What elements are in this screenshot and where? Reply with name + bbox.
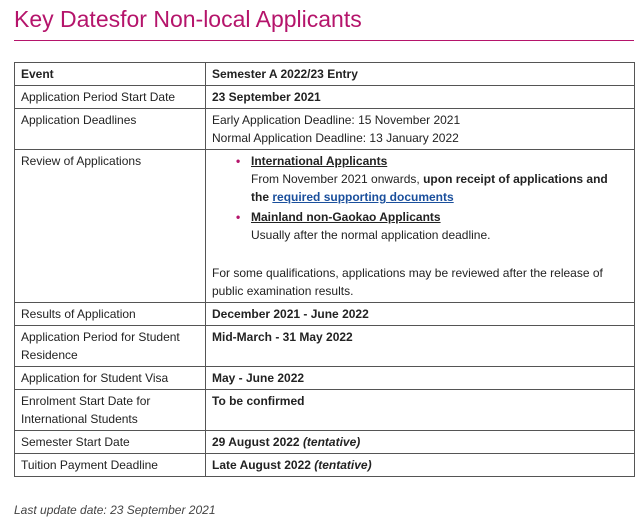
table-row — [15, 326, 635, 367]
event-cell: Application Deadlines — [15, 109, 206, 150]
title-divider — [14, 40, 634, 41]
value-cell: 23 September 2021 — [206, 86, 635, 109]
review-note: For some qualifications, applications may be reviewed after the release of public examination results. — [212, 266, 603, 298]
event-cell: Semester Start Date — [15, 431, 206, 454]
tuition-date: Late August 2022 — [212, 458, 311, 472]
semester-date: 29 August 2022 — [212, 435, 300, 449]
event-cell: Tuition Payment Deadline — [15, 454, 206, 477]
last-update-date: Last update date: 23 September 2021 — [14, 503, 216, 517]
table-header-row — [15, 63, 635, 86]
list-item — [236, 208, 628, 244]
key-dates-table — [14, 62, 635, 477]
header-entry: Semester A 2022/23 Entry — [206, 63, 635, 86]
table-row — [15, 454, 635, 477]
list-item — [236, 152, 628, 206]
table-row — [15, 303, 635, 326]
event-cell: Application for Student Visa — [15, 367, 206, 390]
tentative-tag: (tentative) — [302, 435, 361, 449]
table-row — [15, 367, 635, 390]
intl-text-plain: From November 2021 onwards, — [251, 172, 424, 186]
header-event: Event — [15, 63, 206, 86]
event-cell: Application Period Start Date — [15, 86, 206, 109]
page-title: Key Datesfor Non-local Applicants — [14, 6, 362, 32]
normal-deadline: Normal Application Deadline: 13 January 2022 — [212, 131, 459, 145]
event-cell: Review of Applications — [15, 150, 206, 303]
intl-text — [251, 170, 628, 206]
value-cell — [206, 150, 635, 303]
table-row — [15, 431, 635, 454]
intl-heading: • International Applicants — [251, 154, 388, 168]
early-deadline: Early Application Deadline: 15 November 2021 — [212, 113, 461, 127]
value-cell: December 2021 - June 2022 — [206, 303, 635, 326]
table-row — [15, 86, 635, 109]
value-cell — [206, 454, 635, 477]
tentative-tag: (tentative) — [314, 458, 372, 472]
value-cell: To be confirmed — [206, 390, 635, 431]
table-row — [15, 109, 635, 150]
value-cell: May - June 2022 — [206, 367, 635, 390]
value-cell — [206, 431, 635, 454]
required-documents-link[interactable]: required supporting documents — [272, 190, 454, 204]
event-cell: Enrolment Start Date for International Students — [15, 390, 206, 431]
mainland-heading: • Mainland non-Gaokao Applicants — [251, 210, 441, 224]
value-cell — [206, 109, 635, 150]
applicant-list — [212, 152, 628, 244]
value-cell: Mid-March - 31 May 2022 — [206, 326, 635, 367]
mainland-text: Usually after the normal application deadline. — [251, 228, 491, 242]
event-cell: Results of Application — [15, 303, 206, 326]
table-row — [15, 390, 635, 431]
event-cell: Application Period for Student Residence — [15, 326, 206, 367]
intl-text-bold: upon receipt of applications and the — [251, 172, 608, 204]
table-row — [15, 150, 635, 303]
